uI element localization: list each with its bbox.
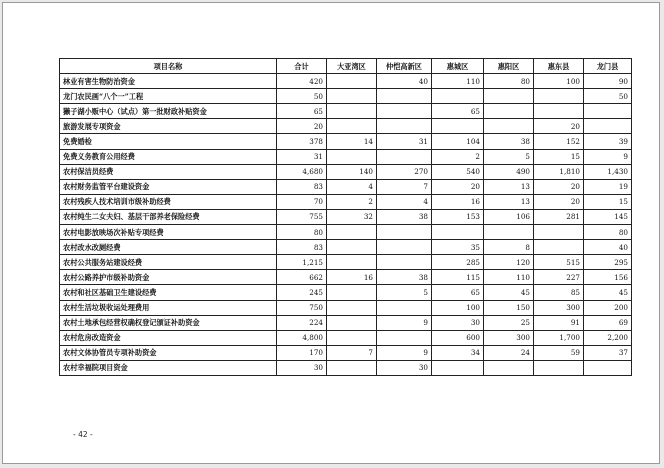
row-value-cell <box>377 300 432 315</box>
row-item-name: 农村和社区基础卫生建设经费 <box>60 285 277 300</box>
row-value-cell <box>377 149 432 164</box>
row-value-cell: 40 <box>584 240 632 255</box>
row-value-cell <box>484 89 534 104</box>
row-item-name: 獭子湖小贩中心（试点）第一批财政补贴资金 <box>60 104 277 119</box>
row-value-cell: 65 <box>277 104 327 119</box>
row-value-cell: 83 <box>277 179 327 194</box>
row-value-cell: 200 <box>584 300 632 315</box>
row-value-cell <box>377 89 432 104</box>
row-value-cell: 2 <box>327 194 377 209</box>
funds-table <box>59 58 632 376</box>
row-value-cell: 20 <box>534 119 584 134</box>
row-value-cell: 490 <box>484 164 534 179</box>
table-row <box>60 330 632 345</box>
row-item-name: 农村残疾人技术培训市级补助经费 <box>60 194 277 209</box>
row-value-cell: 15 <box>534 149 584 164</box>
row-value-cell <box>327 149 377 164</box>
row-value-cell: 30 <box>377 360 432 375</box>
row-value-cell: 34 <box>432 345 484 360</box>
row-item-name: 林业有害生物防治资金 <box>60 74 277 89</box>
row-value-cell: 45 <box>484 285 534 300</box>
row-value-cell: 20 <box>534 194 584 209</box>
table-row <box>60 270 632 285</box>
row-value-cell: 90 <box>584 74 632 89</box>
table-row <box>60 255 632 270</box>
row-value-cell: 9 <box>377 345 432 360</box>
row-value-cell: 91 <box>534 315 584 330</box>
row-value-cell: 32 <box>327 209 377 224</box>
row-value-cell <box>327 119 377 134</box>
row-value-cell <box>377 225 432 240</box>
table-row <box>60 194 632 209</box>
row-value-cell: 5 <box>377 285 432 300</box>
row-value-cell: 270 <box>377 164 432 179</box>
row-value-cell: 2 <box>432 149 484 164</box>
row-value-cell <box>327 74 377 89</box>
row-value-cell <box>327 315 377 330</box>
row-value-cell: 245 <box>277 285 327 300</box>
table-row <box>60 345 632 360</box>
header-huicheng: 惠城区 <box>432 59 484 74</box>
row-value-cell <box>377 119 432 134</box>
row-item-name: 农村危房改造资金 <box>60 330 277 345</box>
row-value-cell: 70 <box>277 194 327 209</box>
row-value-cell: 156 <box>584 270 632 285</box>
row-item-name: 农村生活垃圾收运处理费用 <box>60 300 277 315</box>
row-value-cell <box>327 89 377 104</box>
row-value-cell: 4,680 <box>277 164 327 179</box>
row-value-cell: 69 <box>584 315 632 330</box>
row-value-cell <box>484 104 534 119</box>
table-row <box>60 225 632 240</box>
row-value-cell <box>534 104 584 119</box>
row-value-cell <box>584 360 632 375</box>
row-value-cell: 20 <box>432 179 484 194</box>
table-row <box>60 164 632 179</box>
row-value-cell <box>534 225 584 240</box>
row-value-cell: 750 <box>277 300 327 315</box>
row-value-cell: 83 <box>277 240 327 255</box>
row-value-cell: 30 <box>277 360 327 375</box>
row-item-name: 免费婚检 <box>60 134 277 149</box>
row-item-name: 农村文体协管员专项补助资金 <box>60 345 277 360</box>
header-huidong: 惠东县 <box>534 59 584 74</box>
row-value-cell <box>327 225 377 240</box>
row-value-cell: 300 <box>534 300 584 315</box>
row-value-cell: 15 <box>584 194 632 209</box>
row-value-cell: 170 <box>277 345 327 360</box>
row-value-cell <box>432 360 484 375</box>
document-page <box>2 2 660 464</box>
row-value-cell <box>534 240 584 255</box>
row-value-cell: 9 <box>377 315 432 330</box>
row-value-cell: 227 <box>534 270 584 285</box>
row-value-cell: 8 <box>484 240 534 255</box>
row-value-cell: 38 <box>377 209 432 224</box>
row-value-cell <box>327 285 377 300</box>
row-item-name: 农村土地承包经营权确权登记颁证补助资金 <box>60 315 277 330</box>
header-dayawan: 大亚湾区 <box>327 59 377 74</box>
row-value-cell: 59 <box>534 345 584 360</box>
row-value-cell <box>484 119 534 134</box>
row-value-cell: 45 <box>584 285 632 300</box>
row-value-cell: 1,430 <box>584 164 632 179</box>
row-value-cell: 65 <box>432 285 484 300</box>
row-item-name: 农村财务监管平台建设资金 <box>60 179 277 194</box>
row-value-cell: 16 <box>432 194 484 209</box>
row-value-cell: 20 <box>277 119 327 134</box>
row-value-cell <box>584 119 632 134</box>
row-value-cell: 600 <box>432 330 484 345</box>
row-value-cell: 120 <box>484 255 534 270</box>
table-row <box>60 134 632 149</box>
table-row <box>60 240 632 255</box>
row-value-cell <box>484 225 534 240</box>
row-value-cell: 20 <box>534 179 584 194</box>
row-value-cell: 378 <box>277 134 327 149</box>
table-header-row <box>60 59 632 74</box>
row-value-cell: 7 <box>327 345 377 360</box>
row-value-cell <box>432 89 484 104</box>
row-value-cell: 1,810 <box>534 164 584 179</box>
row-value-cell: 224 <box>277 315 327 330</box>
row-value-cell: 5 <box>484 149 534 164</box>
row-value-cell <box>327 240 377 255</box>
page-number: - 42 - <box>73 430 93 439</box>
row-value-cell <box>534 89 584 104</box>
row-value-cell <box>377 240 432 255</box>
table-row <box>60 119 632 134</box>
row-value-cell: 106 <box>484 209 534 224</box>
row-value-cell: 152 <box>534 134 584 149</box>
row-value-cell: 13 <box>484 179 534 194</box>
row-value-cell <box>432 225 484 240</box>
table-row <box>60 89 632 104</box>
row-value-cell: 80 <box>484 74 534 89</box>
row-value-cell <box>534 360 584 375</box>
row-value-cell: 38 <box>484 134 534 149</box>
row-value-cell <box>377 104 432 119</box>
row-value-cell: 39 <box>584 134 632 149</box>
row-value-cell: 50 <box>584 89 632 104</box>
row-item-name: 农村改水改厕经费 <box>60 240 277 255</box>
row-value-cell: 300 <box>484 330 534 345</box>
row-value-cell: 14 <box>327 134 377 149</box>
row-value-cell: 4,800 <box>277 330 327 345</box>
row-value-cell <box>327 104 377 119</box>
row-value-cell <box>327 300 377 315</box>
row-value-cell: 31 <box>377 134 432 149</box>
row-value-cell: 2,200 <box>584 330 632 345</box>
row-value-cell: 1,215 <box>277 255 327 270</box>
table-row <box>60 315 632 330</box>
row-value-cell: 85 <box>534 285 584 300</box>
row-value-cell: 150 <box>484 300 534 315</box>
row-value-cell <box>327 255 377 270</box>
row-value-cell: 4 <box>327 179 377 194</box>
header-total: 合计 <box>277 59 327 74</box>
row-value-cell: 19 <box>584 179 632 194</box>
row-value-cell: 30 <box>432 315 484 330</box>
row-value-cell: 755 <box>277 209 327 224</box>
row-value-cell: 153 <box>432 209 484 224</box>
header-zhongkai: 仲恺高新区 <box>377 59 432 74</box>
row-item-name: 龙门农民画“八个一”工程 <box>60 89 277 104</box>
row-value-cell: 80 <box>584 225 632 240</box>
row-value-cell: 7 <box>377 179 432 194</box>
row-value-cell: 4 <box>377 194 432 209</box>
row-value-cell: 37 <box>584 345 632 360</box>
row-value-cell: 100 <box>534 74 584 89</box>
row-item-name: 免费义务教育公用经费 <box>60 149 277 164</box>
row-value-cell <box>432 119 484 134</box>
row-value-cell: 25 <box>484 315 534 330</box>
table-row <box>60 74 632 89</box>
row-value-cell: 145 <box>584 209 632 224</box>
row-value-cell <box>327 330 377 345</box>
row-value-cell: 281 <box>534 209 584 224</box>
row-value-cell: 65 <box>432 104 484 119</box>
header-longmen: 龙门县 <box>584 59 632 74</box>
table-row <box>60 179 632 194</box>
table-row <box>60 300 632 315</box>
row-value-cell: 24 <box>484 345 534 360</box>
row-value-cell: 9 <box>584 149 632 164</box>
row-value-cell: 16 <box>327 270 377 285</box>
row-value-cell <box>584 104 632 119</box>
table-row <box>60 285 632 300</box>
row-item-name: 农村纯生二女夫妇、基层干部养老保险经费 <box>60 209 277 224</box>
row-item-name: 农村保洁员经费 <box>60 164 277 179</box>
row-value-cell: 31 <box>277 149 327 164</box>
row-item-name: 农村幸福院项目资金 <box>60 360 277 375</box>
row-value-cell: 104 <box>432 134 484 149</box>
row-value-cell: 100 <box>432 300 484 315</box>
header-item-name: 项目名称 <box>60 59 277 74</box>
row-value-cell: 35 <box>432 240 484 255</box>
header-huiyang: 惠阳区 <box>484 59 534 74</box>
row-value-cell: 80 <box>277 225 327 240</box>
row-value-cell <box>484 360 534 375</box>
row-item-name: 农村公共服务站建设经费 <box>60 255 277 270</box>
row-item-name: 农村电影放映场次补贴专项经费 <box>60 225 277 240</box>
row-value-cell: 13 <box>484 194 534 209</box>
table-body <box>60 74 632 376</box>
row-value-cell: 420 <box>277 74 327 89</box>
row-value-cell: 285 <box>432 255 484 270</box>
row-item-name: 旅游发展专项资金 <box>60 119 277 134</box>
row-value-cell <box>377 330 432 345</box>
row-value-cell: 515 <box>534 255 584 270</box>
table-row <box>60 149 632 164</box>
row-value-cell: 140 <box>327 164 377 179</box>
row-value-cell <box>327 360 377 375</box>
row-value-cell: 295 <box>584 255 632 270</box>
row-value-cell: 110 <box>432 74 484 89</box>
row-value-cell: 40 <box>377 74 432 89</box>
row-value-cell: 540 <box>432 164 484 179</box>
table-row <box>60 360 632 375</box>
row-item-name: 农村公路养护市级补助资金 <box>60 270 277 285</box>
table-row <box>60 104 632 119</box>
table-row <box>60 209 632 224</box>
row-value-cell: 50 <box>277 89 327 104</box>
row-value-cell: 1,700 <box>534 330 584 345</box>
row-value-cell: 110 <box>484 270 534 285</box>
row-value-cell: 115 <box>432 270 484 285</box>
row-value-cell <box>377 255 432 270</box>
row-value-cell: 662 <box>277 270 327 285</box>
row-value-cell: 38 <box>377 270 432 285</box>
